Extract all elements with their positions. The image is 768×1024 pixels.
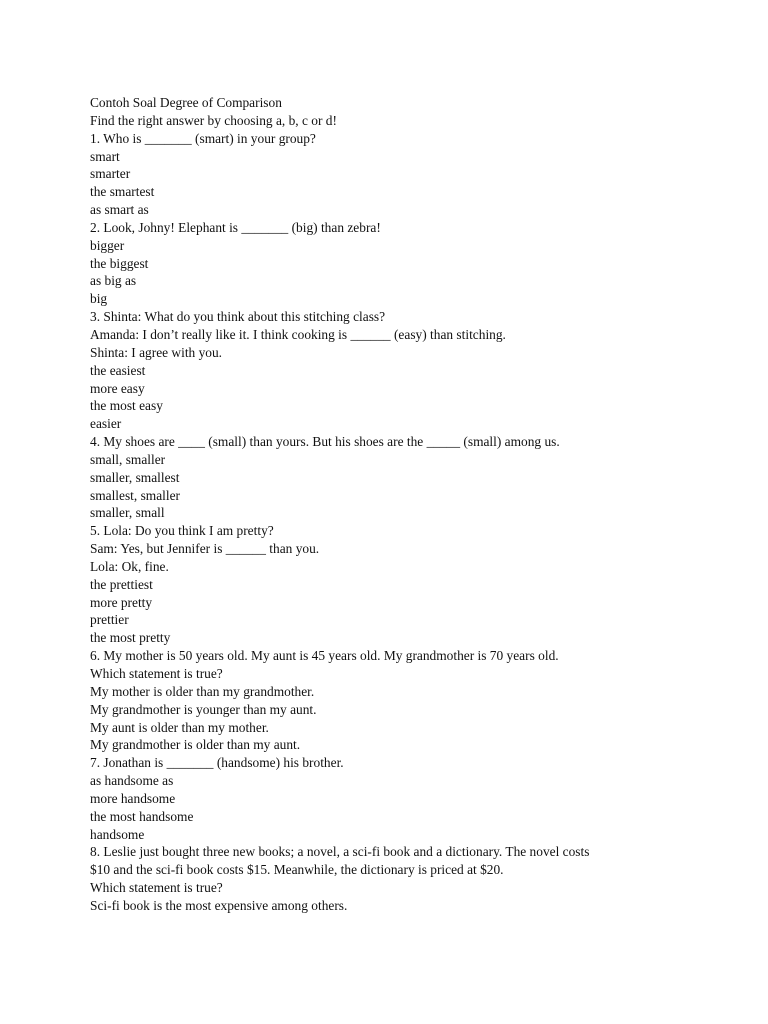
- q3-option-a: the easiest: [90, 362, 146, 378]
- q2-option-d: big: [90, 291, 108, 307]
- q5-dialog-line-2: Sam: Yes, but Jennifer is ______ than you.: [90, 541, 320, 557]
- q4-option-c: smallest, smaller: [90, 487, 180, 503]
- question-4: 4. My shoes are ____ (small) than yours. But his shoes are the _____ (small) among us.: [90, 434, 560, 450]
- q4-option-b: smaller, smallest: [90, 469, 180, 485]
- question-7: 7. Jonathan is _______ (handsome) his brother.: [90, 755, 344, 771]
- q1-option-a: smart: [90, 148, 120, 164]
- q1-option-b: smarter: [90, 166, 131, 182]
- q7-option-c: the most handsome: [90, 808, 194, 824]
- q1-option-d: as smart as: [90, 202, 149, 218]
- q8-prompt: Which statement is true?: [90, 880, 223, 896]
- q3-option-d: easier: [90, 416, 122, 432]
- q5-option-c: prettier: [90, 612, 129, 628]
- q3-option-c: the most easy: [90, 398, 163, 414]
- q8-option-a: Sci-fi book is the most expensive among others.: [90, 897, 348, 913]
- q7-option-a: as handsome as: [90, 773, 174, 789]
- q6-option-a: My mother is older than my grandmother.: [90, 683, 315, 699]
- q3-dialog-line-2: Amanda: I don’t really like it. I think cooking is ______ (easy) than stitching.: [90, 326, 506, 342]
- q6-option-d: My grandmother is older than my aunt.: [90, 737, 301, 753]
- question-3: 3. Shinta: What do you think about this stitching class?: [90, 309, 386, 325]
- q5-option-a: the prettiest: [90, 576, 153, 592]
- q5-dialog-line-3: Lola: Ok, fine.: [90, 558, 169, 574]
- question-6: 6. My mother is 50 years old. My aunt is 45 years old. My grandmother is 70 years old.: [90, 648, 559, 664]
- q5-option-b: more pretty: [90, 594, 153, 610]
- question-5: 5. Lola: Do you think I am pretty?: [90, 523, 274, 539]
- q2-option-a: bigger: [90, 237, 125, 253]
- q6-prompt: Which statement is true?: [90, 666, 223, 681]
- q7-option-d: handsome: [90, 826, 145, 842]
- q2-option-b: the biggest: [90, 255, 149, 271]
- q4-option-a: small, smaller: [90, 451, 166, 467]
- q8-text-line-2: $10 and the sci-fi book costs $15. Meanwhile, the dictionary is priced at $20.: [90, 862, 504, 878]
- q6-option-b: My grandmother is younger than my aunt.: [90, 701, 317, 717]
- document-body: [90, 94, 730, 915]
- q2-option-c: as big as: [90, 273, 137, 289]
- q4-option-d: smaller, small: [90, 505, 165, 521]
- q5-option-d: the most pretty: [90, 630, 171, 646]
- q3-option-b: more easy: [90, 380, 145, 396]
- q3-dialog-line-3: Shinta: I agree with you.: [90, 344, 223, 360]
- q1-option-c: the smartest: [90, 184, 155, 200]
- question-1: 1. Who is _______ (smart) in your group?: [90, 130, 316, 146]
- q6-option-c: My aunt is older than my mother.: [90, 719, 269, 735]
- question-2: 2. Look, Johny! Elephant is _______ (big) than zebra!: [90, 219, 381, 235]
- q7-option-b: more handsome: [90, 790, 176, 806]
- question-8: 8. Leslie just bought three new books; a novel, a sci-fi book and a dictionary. The novel costs: [90, 844, 590, 860]
- document-title: Contoh Soal Degree of Comparison: [90, 95, 282, 110]
- instruction-text: Find the right answer by choosing a, b, c or d!: [90, 112, 337, 128]
